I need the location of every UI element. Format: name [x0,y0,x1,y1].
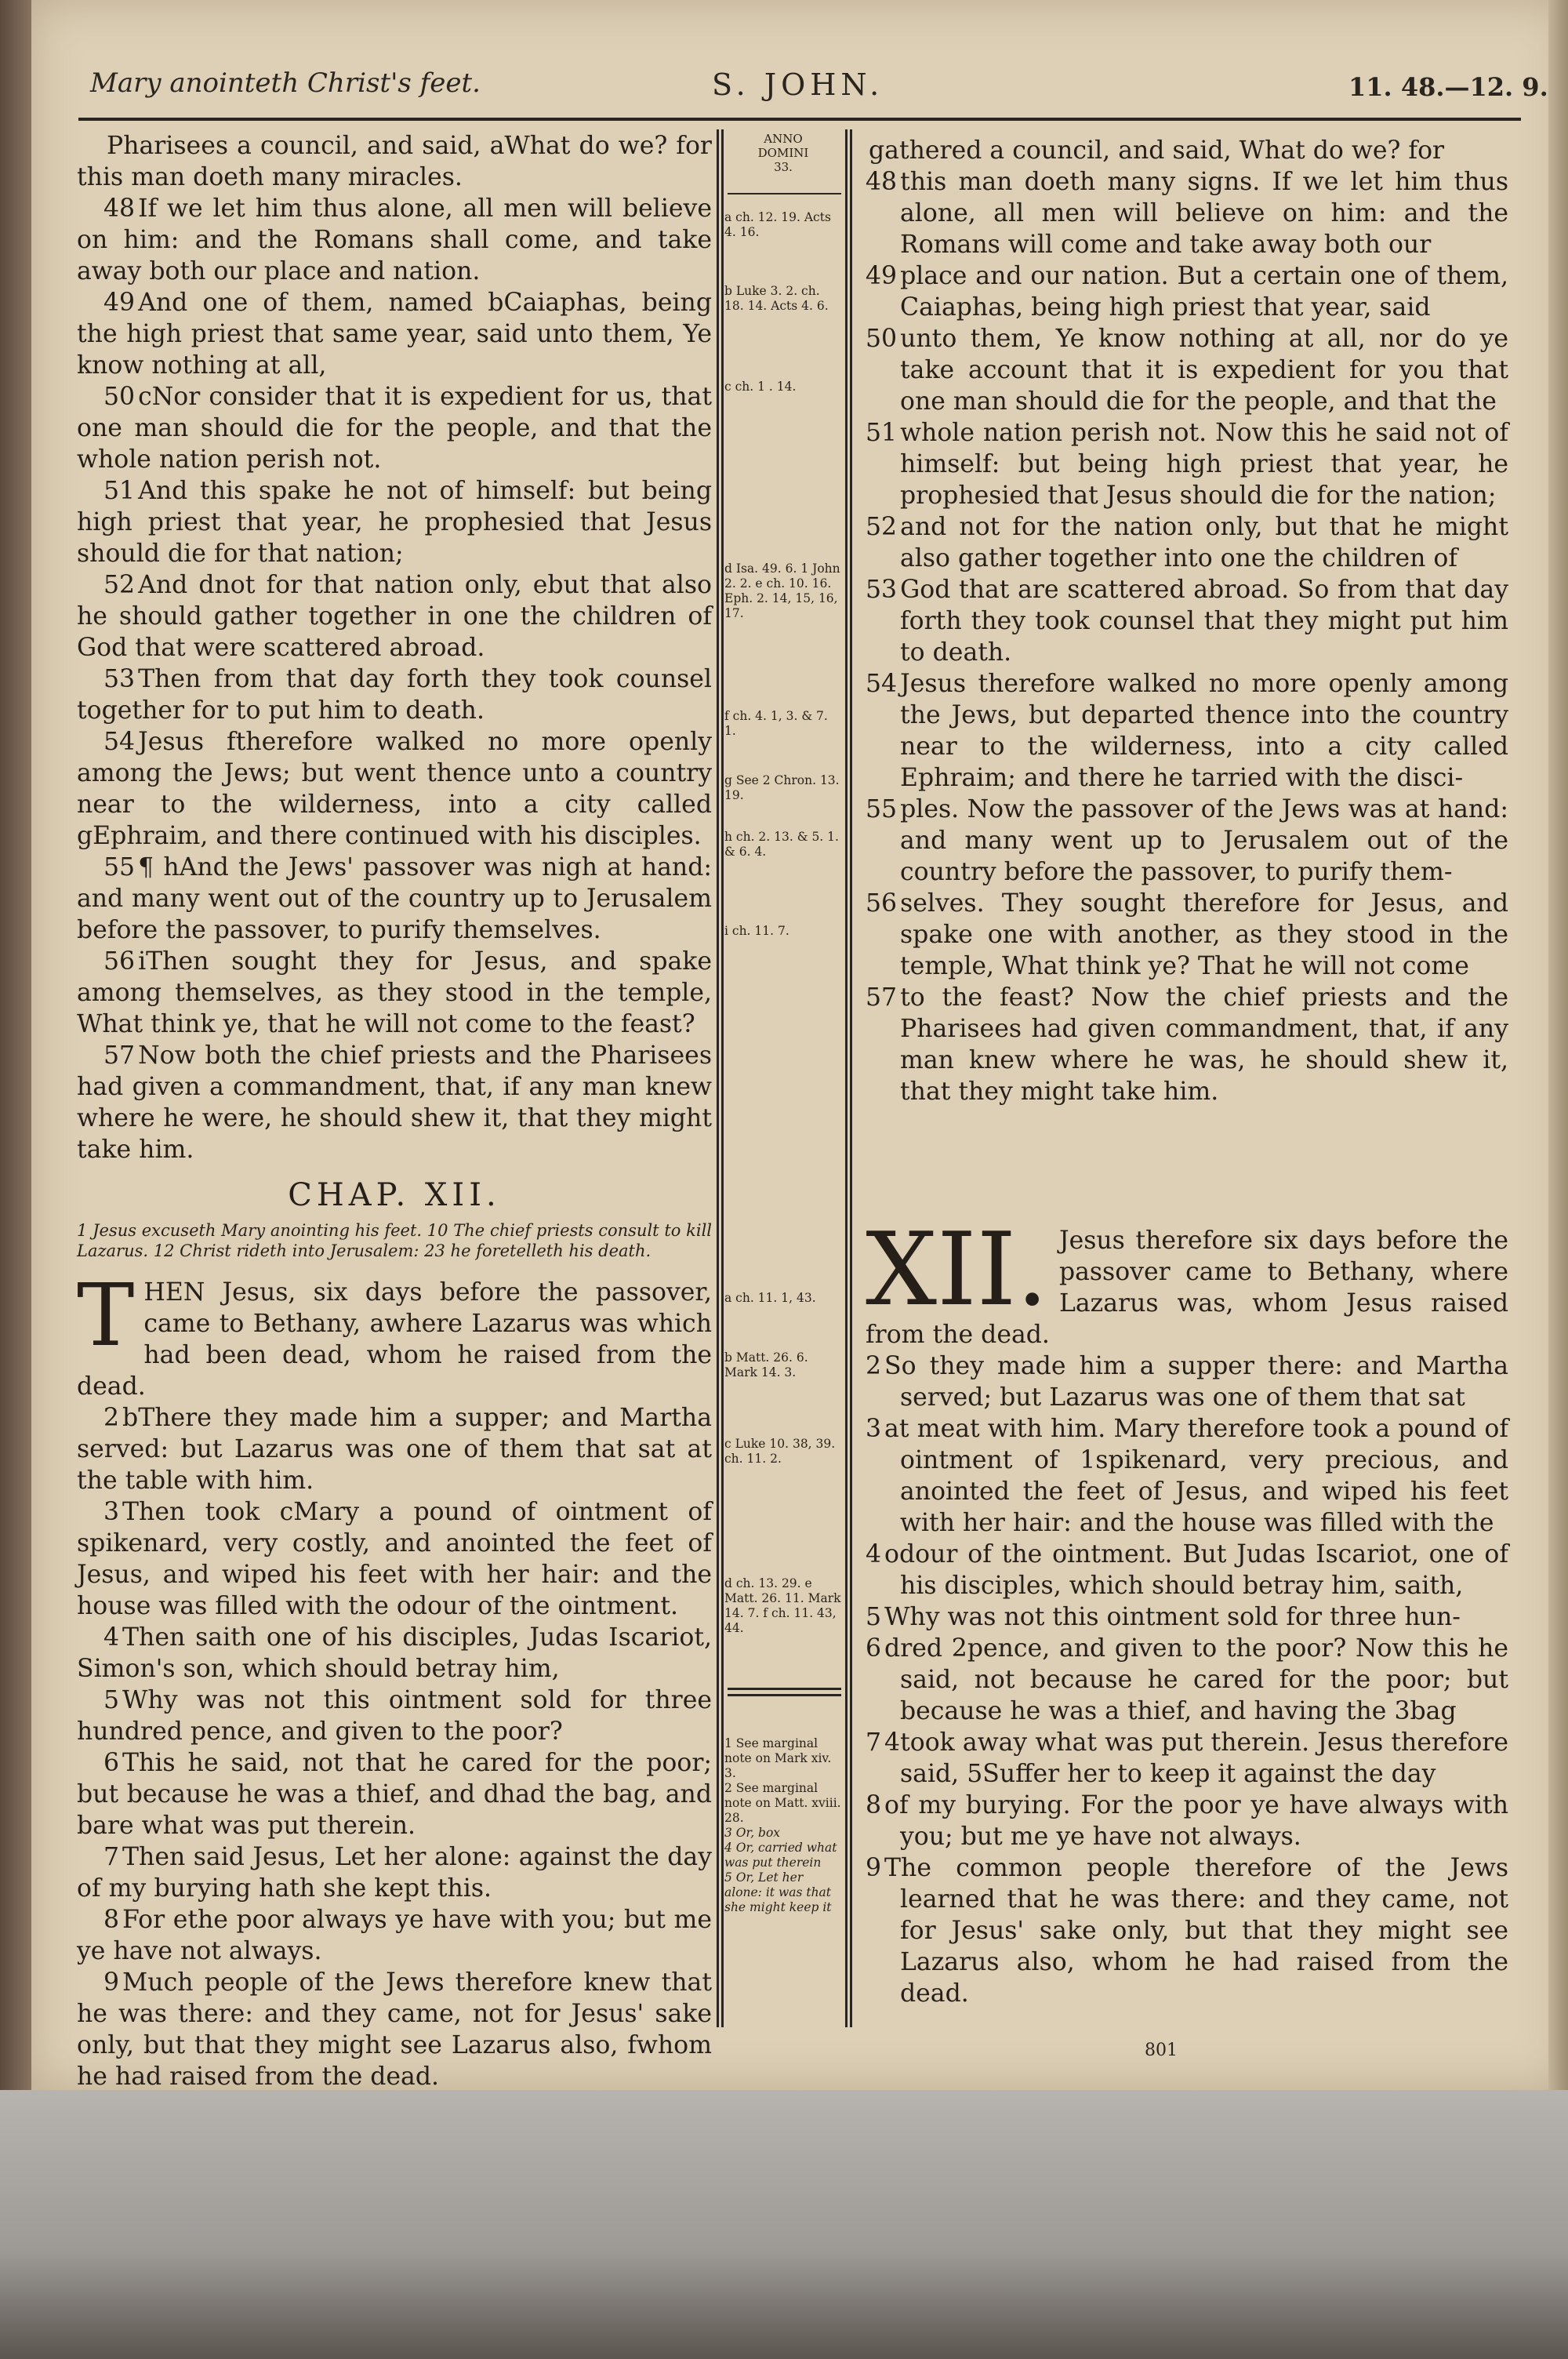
verse [866,417,1508,511]
verse-text: God that are scattered abroad. So from that day forth they took counsel that they might put him to death. [900,576,1508,667]
verse-text: bThere they made him a supper; and Martha served: but Lazarus was one of them that sat at the table with him. [77,1404,712,1495]
margin-ref: h ch. 2. 13. & 5. 1. & 6. 4. [724,830,839,859]
verse-text: So they made him a supper there: and Martha served; but Lazarus was one of them that sat [884,1352,1508,1412]
verse-text: iThen sought they for Jesus, and spake among themselves, as they stood in the temple, What think ye, that he will not come to the feast? [77,947,712,1038]
anno-rule [728,193,841,194]
verse [866,668,1508,794]
margin-ref: b Matt. 26. 6. Mark 14. 3. [724,1350,808,1379]
verse [77,475,712,569]
verse [866,323,1508,417]
verse-number: 4 [103,1623,120,1652]
verse-text: dred 2pence, and given to the poor? Now this he said, not because he cared for the poor; but because he was a thief, and having the 3bag [884,1634,1508,1725]
drop-cap: T [77,1265,135,1365]
verse-text: cNor consider that it is expedient for us, that one man should die for the people, and that the whole nation perish not. [77,383,712,474]
margin-ref: g See 2 Chron. 13. 19. [724,773,840,802]
column-rule-right [845,129,848,2027]
verse-number: 7 [866,1728,882,1757]
verse [77,1040,712,1165]
verse-number: 5 [866,1603,882,1631]
verse [866,1601,1508,1633]
margin-ref: c Luke 10. 38, 39. ch. 11. 2. [724,1437,836,1466]
verse-number: 2 [103,1404,120,1432]
verse [866,1539,1508,1601]
verse-number: 8 [103,1906,120,1934]
margin-note-item: 5 Or, Let her alone: it was that she might keep it [724,1870,832,1914]
verse [866,1413,1508,1539]
margin-note-item: 2 See marginal note on Matt. xviii. 28. [724,1781,841,1825]
verse-number: 56 [866,889,898,918]
column-rule-right-inner [850,129,852,2027]
verse-text: odour of the ointment. But Judas Iscariot, one of his disciples, which should betray him, saith, [884,1540,1508,1600]
verse-number: 52 [103,571,136,599]
verse-text: If we let him thus alone, all men will believe on him: and the Romans shall come, and take away both our place and nation. [77,194,712,285]
verse [866,574,1508,668]
verse [77,287,712,381]
verse-number: 48 [103,194,136,223]
verse-text: 4took away what was put therein. Jesus therefore said, 5Suffer her to keep it against the day [884,1728,1508,1788]
verse-number: 50 [103,383,136,411]
verse-text: And one of them, named bCaiaphas, being the high priest that same year, said unto them, Ye know nothing at all, [77,289,712,380]
ch12-verse-1 [77,1265,712,1402]
verse [866,511,1508,574]
verse-number: 54 [103,728,136,756]
verse-text: and not for the nation only, but that he might also gather together into one the children of [900,513,1508,572]
verse-text: Much people of the Jews therefore knew that he was there: and they came, not for Jesus' sake only, but that they might see Lazarus also, fwhom he had raised from the dead. [77,1968,712,2091]
verse-text: ¶ hAnd the Jews' passover was nigh at hand: and many went out of the country up to Jerusalem before the passover, to purify themselves. [77,853,712,944]
running-head-reference: 11. 48.—12. 9. [1348,72,1548,102]
verse [866,888,1508,982]
verse-number: 57 [103,1041,136,1070]
verse [77,1904,712,1967]
verse-text: HEN Jesus, six days before the passover, came to Bethany, awhere Lazarus was which had been dead, whom he raised from the dead. [77,1278,712,1401]
verse-text: The common people therefore of the Jews learned that he was there: and they came, not for Jesus' sake only, but that they might see Lazarus also, whom he had raised from the dead. [884,1854,1508,2008]
verse-text: Jesus ftherefore walked no more openly among the Jews; but went thence unto a country near to the wilderness, into a city called gEphraim, and there continued with his disciples. [77,728,712,850]
verse-text: Then said Jesus, Let her alone: against the day of my burying hath she kept this. [77,1843,712,1903]
anno-label: ANNO [764,132,803,146]
margin-ref: i ch. 11. 7. [724,924,789,938]
verse [866,794,1508,888]
verse [77,130,712,193]
chapter-summary: 1 Jesus excuseth Mary anointing his feet. 10 The chief priests consult to kill Lazarus. 12 Christ rideth into Jerusalem: 23 he foretelleth his death. [77,1221,712,1260]
verse-text: ples. Now the passover of the Jews was at hand: and many went up to Jerusalem out of the country before the passover, to purify them- [900,795,1508,886]
chapter-heading: CHAP. XII. [288,1177,501,1213]
left-ch12-verses [77,1402,712,2092]
verse [77,569,712,663]
verse-number: 6 [103,1749,120,1777]
verse [866,260,1508,323]
verse-number: 2 [866,1352,882,1380]
page-number: 801 [1145,2041,1178,2060]
right-column-rv [866,135,1508,2009]
verse-number: 55 [103,853,136,881]
verse-text: Then took cMary a pound of ointment of spikenard, very costly, and anointed the feet of Jesus, and wiped his feet with her hair: and the house was filled with the odour of the ointment. [77,1498,712,1620]
running-head-book: S. JOHN. [712,67,884,102]
margin-ref: a ch. 12. 19. Acts 4. 16. [724,210,831,239]
chapter-numeral: XII. [866,1212,1048,1329]
section-gap [866,1107,1508,1225]
verse-text: unto them, Ye know nothing at all, nor do ye take account that it is expedient for you that one man should die for the people, and that the [900,325,1508,416]
verse [77,381,712,475]
verse-text: this man doeth many signs. If we let him thus alone, all men will believe on him: and the Romans will come and take away both our [900,168,1508,259]
verse-number: 3 [866,1415,882,1443]
verse-number: 4 [866,1540,882,1568]
verse-text: Why was not this ointment sold for three hun- [884,1603,1461,1631]
background-surface [0,2090,1568,2359]
margin-note [724,1736,842,1915]
verse-text: to the feast? Now the chief priests and the Pharisees had given commandment, that, if any man knew where he was, he should shew it, that they might take him. [900,983,1508,1106]
anno-domini [724,132,842,174]
verse-text: Pharisees a council, and said, aWhat do we? for this man doeth many miracles. [77,132,712,191]
margin-ref: a ch. 11. 1, 43. [724,1291,816,1305]
verse [77,1967,712,2092]
right-ch11-verses [866,135,1508,1107]
verse [866,1727,1508,1790]
verse-number: 53 [103,665,136,693]
verse [77,726,712,852]
verse-text: whole nation perish not. Now this he said not of himself: but being high priest that year, he prophesied that Jesus should die for the nation; [900,419,1508,510]
running-head-left: Mary anointeth Christ's feet. [90,67,481,99]
verse [866,982,1508,1107]
verse-text: at meat with him. Mary therefore took a pound of ointment of 1spikenard, very precious, and anointed the feet of Jesus, and wiped his feet with her hair: and the house was filled with the [884,1415,1508,1537]
verse [77,1496,712,1622]
verse-number: 52 [866,513,898,541]
verse [77,193,712,287]
verse-text: Then saith one of his disciples, Judas Iscariot, Simon's son, which should betray him, [77,1623,712,1683]
verse-text: Jesus therefore walked no more openly among the Jews, but departed thence into the country near to the wilderness, into a city called Ephraim; and there he tarried with the disci- [900,670,1508,792]
left-column-av [77,130,712,2092]
verse [77,1622,712,1685]
verse-text: selves. They sought therefore for Jesus, and spake one with another, as they stood in the temple, What think ye? That he will not come [900,889,1508,980]
verse-text: For ethe poor always ye have with you; but me ye have not always. [77,1906,712,1965]
verse [866,135,1508,166]
verse [77,663,712,726]
verse-text: of my burying. For the poor ye have always with you; but me ye have not always. [884,1791,1508,1851]
verse [77,1685,712,1747]
book-binding [0,0,33,2117]
header-rule [78,118,1521,121]
verse-number: 53 [866,576,898,604]
verse [77,946,712,1040]
anno-year: 33. [774,160,793,174]
right-ch12-verses [866,1350,1508,2009]
left-ch11-verses [77,130,712,1165]
verse-number: 9 [103,1968,120,1997]
margin-ref: b Luke 3. 2. ch. 18. 14. Acts 4. 6. [724,284,829,313]
verse [866,1790,1508,1852]
margin-note-item: 4 Or, carried what was put therein [724,1841,837,1870]
notes-rule [728,1688,841,1690]
verse-number: 49 [866,262,898,290]
verse-text: And dnot for that nation only, ebut that also he should gather together in one the children of God that were scattered abroad. [77,571,712,662]
verse-text: And this spake he not of himself: but being high priest that year, he prophesied that Jesus should die for that nation; [77,477,712,568]
notes-rule-2 [728,1694,841,1696]
verse [77,1747,712,1841]
verse-number: 5 [103,1686,120,1714]
verse-number: 49 [103,289,136,317]
verse-number: 50 [866,325,898,353]
verse [866,1633,1508,1727]
verse-number: 51 [103,477,136,505]
margin-ref: f ch. 4. 1, 3. & 7. 1. [724,709,828,738]
margin-ref: c ch. 1 . 14. [724,380,797,394]
verse-text: Now both the chief priests and the Pharisees had given a commandment, that, if any man knew where he were, he should shew it, that they might take him. [77,1041,712,1164]
margin-ref: d Isa. 49. 6. 1 John 2. 2. e ch. 10. 16. Eph. 2. 14, 15, 16, 17. [724,562,840,620]
verse [77,1402,712,1496]
margin-ref: d ch. 13. 29. e Matt. 26. 11. Mark 14. 7. f ch. 11. 43, 44. [724,1576,841,1635]
margin-note-item: 1 See marginal note on Mark xiv. 3. [724,1736,832,1780]
verse-number: 48 [866,168,898,196]
verse-text: Then from that day forth they took counsel together for to put him to death. [77,665,712,725]
column-rule-left [717,129,719,2027]
margin-note-item: 3 Or, box [724,1826,781,1840]
verse-text: Why was not this ointment sold for three hundred pence, and given to the poor? [77,1686,712,1746]
verse-text: place and our nation. But a certain one of them, Caiaphas, being high priest that year, said [900,262,1508,322]
verse-number: 9 [866,1854,882,1882]
verse-number: 56 [103,947,136,976]
verse-number: 8 [866,1791,882,1819]
verse-number: 54 [866,670,898,698]
verse-number: 7 [103,1843,120,1871]
verse [866,166,1508,260]
verse-text: Jesus therefore six days before the passover came to Bethany, where Lazarus was, whom Jesus raised from the dead. [866,1227,1508,1349]
verse-number: 51 [866,419,898,447]
verse-text: gathered a council, and said, What do we? for [869,136,1445,165]
verse-number: 57 [866,983,898,1012]
column-rule-left-inner [721,129,724,2027]
verse-number: 6 [866,1634,882,1663]
rv-ch12-verse-1 [866,1212,1508,1350]
domini-label: DOMINI [757,146,809,160]
verse [77,852,712,946]
verse-number: 55 [866,795,898,823]
verse [866,1852,1508,2009]
page-edge [1548,0,1568,2102]
verse [866,1350,1508,1413]
verse-text: This he said, not that he cared for the poor; but because he was a thief, and dhad the bag, and bare what was put therein. [77,1749,712,1840]
verse-number: 3 [103,1498,120,1526]
verse [77,1841,712,1904]
